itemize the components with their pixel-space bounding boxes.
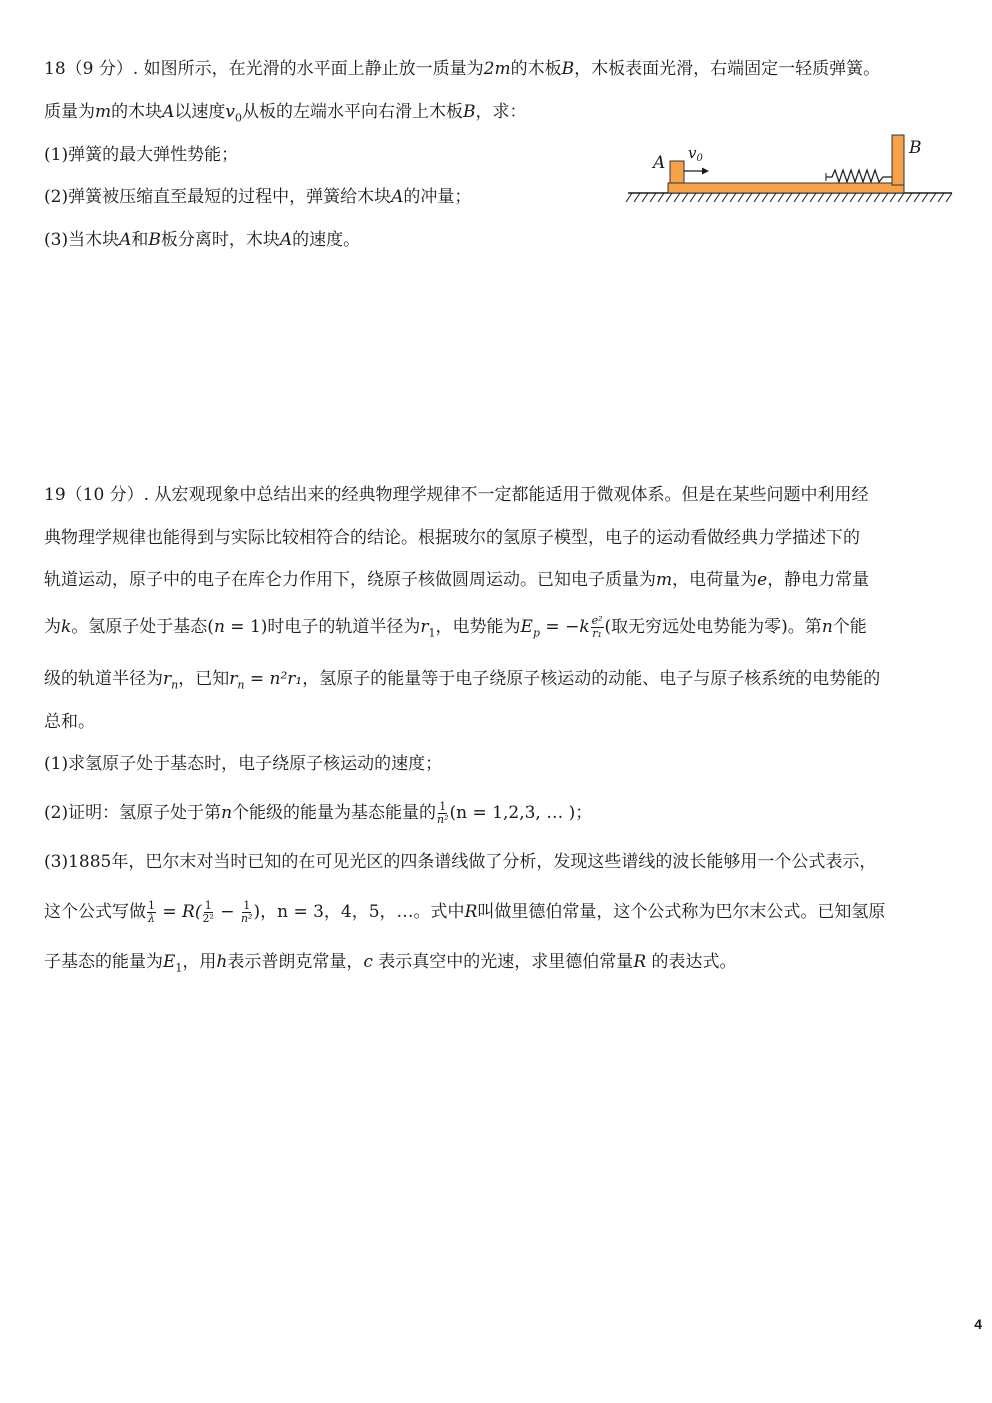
q18-line-1: 18（9 分）. 如图所示，在光滑的水平面上静止放一质量为2m的木板B，木板表面光滑，右端固定一轻质弹簧。 — [44, 59, 881, 79]
label-b: B — [909, 138, 922, 158]
balmer-frac-1: $\frac{1}{\text{2²}}$ — [202, 899, 214, 925]
q19-line-1: 19（10 分）. 从宏观现象中总结出来的经典物理学规律不一定都能适用于微观体系。但是在某些问题中利用经 — [44, 485, 869, 505]
board-b-wall — [892, 135, 904, 185]
balmer-frac-2: $\frac{1}{\text{n²}}$ — [240, 899, 253, 925]
q18-figure — [620, 130, 960, 210]
velocity-arrow-head — [702, 168, 709, 175]
ground-hatch — [626, 193, 952, 202]
balmer-lhs-fraction: $\frac{1}{\lambda}$ — [148, 899, 155, 925]
q18-item-2: (2)弹簧被压缩直至最短的过程中，弹簧给木块A的冲量； — [44, 187, 472, 207]
q19-line-2: 典物理学规律也能得到与实际比较相符合的结论。根据玻尔的氢原子模型，电子的运动看做经典力学描述下的 — [44, 528, 860, 548]
q19-line-3: 轨道运动，原子中的电子在库仑力作用下，绕原子核做圆周运动。已知电子质量为m，电荷量为e，静电力常量 — [44, 570, 870, 590]
label-v0: $v_0$ — [688, 144, 703, 164]
q18-item-3: (3)当木块A和B板分离时，木块A的速度。 — [44, 230, 361, 250]
q19-item-2: (2)证明：氢原子处于第n个能级的能量为基态能量的 $\frac{1}{\text{n²}}$ (n = 1,2,3, … )； — [44, 800, 593, 826]
q19-item-3-line-3: 子基态的能量为$E_1$，用h表示普朗克常量，c 表示真空中的光速，求里德伯常量R 的表达式。 — [44, 952, 737, 975]
q19-line-4: 为k。氢原子处于基态(n = 1)时电子的轨道半径为$r_1$，电势能为$E_p = -k$ $\frac{\text{e²}}{\text{r₁}}$ (取无穷远处电势能为零)。第n个能 — [44, 614, 867, 640]
q19-item-3-line-1: (3)1885年，巴尔末对当时已知的在可见光区的四条谱线做了分析，发现这些谱线的波长能够用一个公式表示， — [44, 852, 877, 872]
coulomb-fraction: $\frac{\text{e²}}{\text{r₁}}$ — [591, 614, 603, 640]
spring — [826, 170, 892, 182]
q19-item-3-line-2: 这个公式写做 $\frac{1}{\lambda}$ = R( $\frac{1}{\text{2²}}$ − $\frac{1}{\text{n²}}$ )，n = 3，4，5，…。式中R叫做里德伯常量，这个公式称为巴尔末公式。已知氢原 — [44, 899, 886, 925]
label-a: A — [653, 153, 666, 173]
q19-item-1: (1)求氢原子处于基态时，电子绕原子核运动的速度； — [44, 754, 443, 774]
q18-item-1: (1)弹簧的最大弹性势能； — [44, 145, 239, 165]
q19-line-6: 总和。 — [44, 712, 95, 732]
q18-line-2: 质量为m的木块A以速度$v_0$从板的左端水平向右滑上木板B，求： — [44, 102, 527, 125]
q19-line-5: 级的轨道半径为$r_n$，已知$r_n = n^2r_1$，氢原子的能量等于电子绕原子核运动的动能、电子与原子核系统的电势能的 — [44, 669, 881, 692]
board-b — [668, 183, 904, 193]
energy-fraction: $\frac{1}{\text{n²}}$ — [437, 800, 449, 826]
block-a — [670, 161, 684, 183]
page-number: 4 — [974, 1316, 982, 1332]
